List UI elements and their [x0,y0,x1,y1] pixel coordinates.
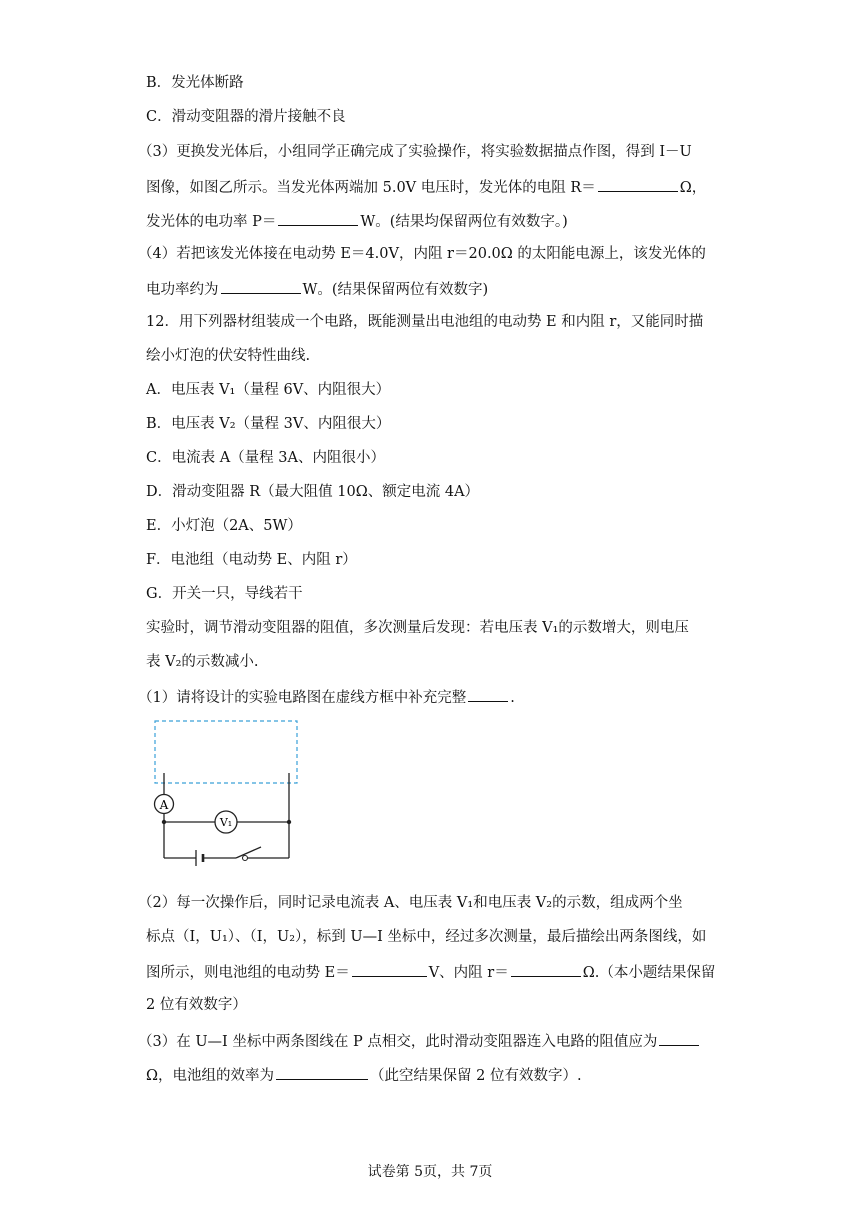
ammeter-label: A [159,798,169,812]
q12-1 [138,686,515,708]
text-segment: Ω.（本小题结果保留 [582,965,716,981]
answer-blank[interactable] [278,210,358,226]
option-c: C．滑动变阻器的滑片接触不良 [146,109,346,125]
junction [287,820,291,824]
answer-blank[interactable] [598,176,678,192]
text-segment: 图像，如图乙所示。当发光体两端加 5.0V 电压时，发光体的电阻 R＝ [146,180,596,196]
text-segment: 发光体的电功率 P＝ [146,214,277,230]
q12-line2: 绘小灯泡的伏安特性曲线. [146,348,311,364]
option-c: C．电流表 A（量程 3A、内阻很小） [146,450,385,466]
q11-3-line1: （3）更换发光体后，小组同学正确完成了实验操作，将实验数据描点作图，得到 I－U [138,144,692,160]
circuit-diagram [150,718,310,868]
switch-contact [243,856,248,861]
voltmeter-label: V₁ [219,816,233,829]
text-segment: V、内阻 r＝ [428,965,509,981]
q12-observation-line1: 实验时，调节滑动变阻器的阻值，多次测量后发现：若电压表 V₁的示数增大，则电压 [146,620,689,636]
answer-blank[interactable] [276,1064,368,1080]
q12-line1: 12．用下列器材组装成一个电路，既能测量出电池组的电动势 E 和内阻 r，又能同时描 [146,314,704,330]
answer-blank[interactable] [511,961,581,977]
q11-4-line1: （4）若把该发光体接在电动势 E＝4.0V，内阻 r＝20.0Ω 的太阳能电源上，该发光体的 [138,246,706,262]
q12-2-line1: （2）每一次操作后，同时记录电流表 A、电压表 V₁和电压表 V₂的示数，组成两个坐 [138,895,683,911]
option-a: A．电压表 V₁（量程 6V、内阻很大） [146,382,391,398]
option-f: F．电池组（电动势 E、内阻 r） [146,552,357,568]
q12-2-line4: 2 位有效数字） [146,997,247,1013]
switch-icon [236,847,261,858]
option-b: B．电压表 V₂（量程 3V、内阻很大） [146,416,391,432]
option-d: D．滑动变阻器 R（最大阻值 10Ω、额定电流 4A） [146,484,480,500]
option-b: B．发光体断路 [146,75,244,91]
q12-3-line1 [138,1030,701,1052]
answer-blank[interactable] [468,686,508,702]
dashed-box[interactable] [155,721,297,783]
q12-2-line3 [146,961,715,983]
text-segment: 图所示，则电池组的电动势 E＝ [146,965,350,981]
q11-4-line2 [146,278,488,300]
option-e: E．小灯泡（2A、5W） [146,518,302,534]
text-segment: （3）在 U—I 坐标中两条图线在 P 点相交，此时滑动变阻器连入电路的阻值应为 [138,1034,658,1050]
text-segment: Ω， [679,180,707,196]
text-segment: （此空结果保留 2 位有效数字）. [370,1068,582,1084]
text-segment: . [510,690,515,706]
q12-3-line2 [146,1064,582,1086]
option-g: G．开关一只，导线若干 [146,586,303,602]
text-segment: W。(结果保留两位有效数字) [302,282,489,298]
q11-3-line3 [146,210,568,232]
answer-blank[interactable] [352,961,427,977]
text-segment: W。(结果均保留两位有效数字。) [360,214,568,230]
answer-blank[interactable] [659,1030,699,1046]
text-segment: Ω，电池组的效率为 [146,1068,275,1084]
text-segment: （1）请将设计的实验电路图在虚线方框中补充完整 [138,690,467,706]
q12-2-line2: 标点（I，U₁）、（I，U₂），标到 U—I 坐标中，经过多次测量，最后描绘出两条图线，如 [146,929,707,945]
q11-3-line2 [146,176,706,198]
q12-observation-line2: 表 V₂的示数减小. [146,654,259,670]
page-footer: 试卷第 5页，共 7页 [367,1164,493,1180]
answer-blank[interactable] [221,278,301,294]
text-segment: 电功率约为 [146,282,219,298]
junction [162,820,166,824]
